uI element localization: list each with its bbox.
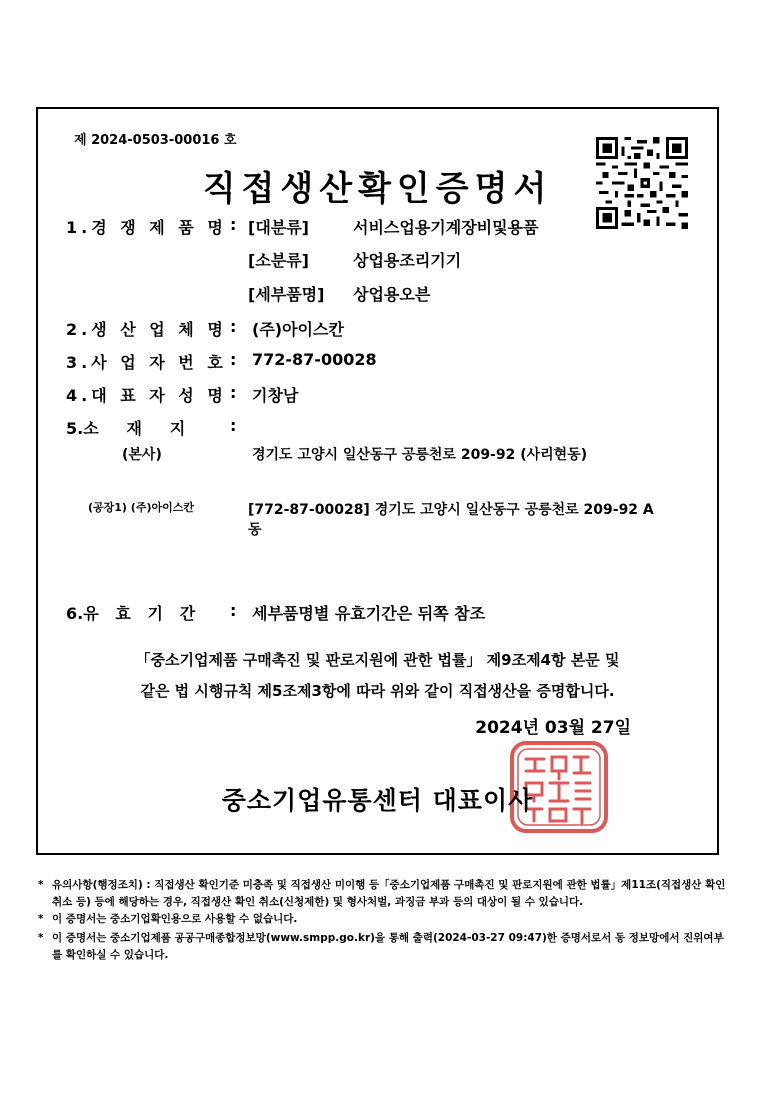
- major-category-tag: [대분류]: [248, 218, 309, 237]
- detail-category-value: 상업용오븐: [353, 285, 431, 304]
- hq-address: 경기도 고양시 일산동구 공릉천로 209-92 (사리현동): [252, 447, 588, 463]
- minor-category-value: 상업용조리기기: [353, 251, 462, 270]
- factory-address-line2: 동: [248, 522, 262, 538]
- note-bullet: *: [38, 932, 44, 944]
- major-category-value: 서비스업용기계장비및용품: [353, 218, 539, 237]
- note-bullet: *: [38, 879, 44, 891]
- colon: :: [230, 215, 237, 234]
- ceo-value: 기창남: [252, 386, 299, 405]
- company-label: 2.생 산 업 체 명: [66, 320, 227, 339]
- colon: :: [230, 416, 237, 435]
- document-title: 직접생산확인증명서: [202, 169, 553, 209]
- company-value: (주)아이스칸: [252, 320, 344, 339]
- notes-section: [38, 877, 728, 964]
- colon: :: [230, 317, 237, 336]
- minor-category-tag: [소분류]: [248, 251, 309, 270]
- note-item: [38, 911, 728, 928]
- biz-number-label: 3.사 업 자 번 호: [66, 353, 227, 372]
- note-item: [38, 930, 728, 964]
- note-item: [38, 877, 728, 911]
- issue-date: 2024년 03월 27일: [475, 718, 631, 738]
- colon: :: [230, 383, 237, 402]
- biz-number-value: 772-87-00028: [252, 350, 377, 369]
- issuer-name: 중소기업유통센터 대표이사: [221, 786, 534, 815]
- note-text: 유의사항(행정조치) : 직접생산 확인기준 미충족 및 직접생산 미이행 등「중소기업제품 구매촉진 및 판로지원에 관한 법률」제11조(직접생산 확인 취소 등) 등에 해당하는 경우, 직접생산 확인 취소(신청제한) 및 형사처벌, 과징금 부과 등의 대상이 될 수 있습니다.: [52, 879, 726, 908]
- law-statement-line1: 「중소기업제품 구매촉진 및 판로지원에 관한 법률」 제9조제4항 본문 및: [135, 651, 620, 669]
- certificate-frame: [36, 107, 719, 855]
- note-bullet: *: [38, 913, 44, 925]
- ceo-label: 4.대 표 자 성 명: [66, 386, 227, 405]
- factory-label: (공장1) (주)아이스칸: [88, 501, 194, 514]
- colon: :: [230, 350, 237, 369]
- factory-address-line1: [772-87-00028] 경기도 고양시 일산동구 공릉천로 209-92 A: [248, 502, 654, 518]
- product-label: 1.경 쟁 제 품 명: [66, 218, 227, 237]
- note-text: 이 증명서는 중소기업제품 공공구매종합정보망(www.smpp.go.kr)을 통해 출력(2024-03-27 09:47)한 증명서로서 동 정보망에서 진위여부를 확인하실 수 있습니다.: [52, 932, 724, 961]
- detail-category-tag: [세부품명]: [248, 285, 325, 304]
- validity-value: 세부품명별 유효기간은 뒤쪽 참조: [252, 604, 486, 623]
- certificate-number: 제 2024-0503-00016 호: [74, 133, 237, 148]
- location-label: 5.소 재 지: [66, 419, 186, 438]
- note-text: 이 증명서는 중소기업확인용으로 사용할 수 없습니다.: [52, 913, 298, 925]
- colon: :: [230, 601, 237, 620]
- law-statement-line2: 같은 법 시행규칙 제5조제3항에 따라 위와 같이 직접생산을 증명합니다.: [140, 682, 615, 700]
- hq-label: (본사): [122, 447, 162, 463]
- validity-label: 6.유 효 기 간: [66, 604, 196, 623]
